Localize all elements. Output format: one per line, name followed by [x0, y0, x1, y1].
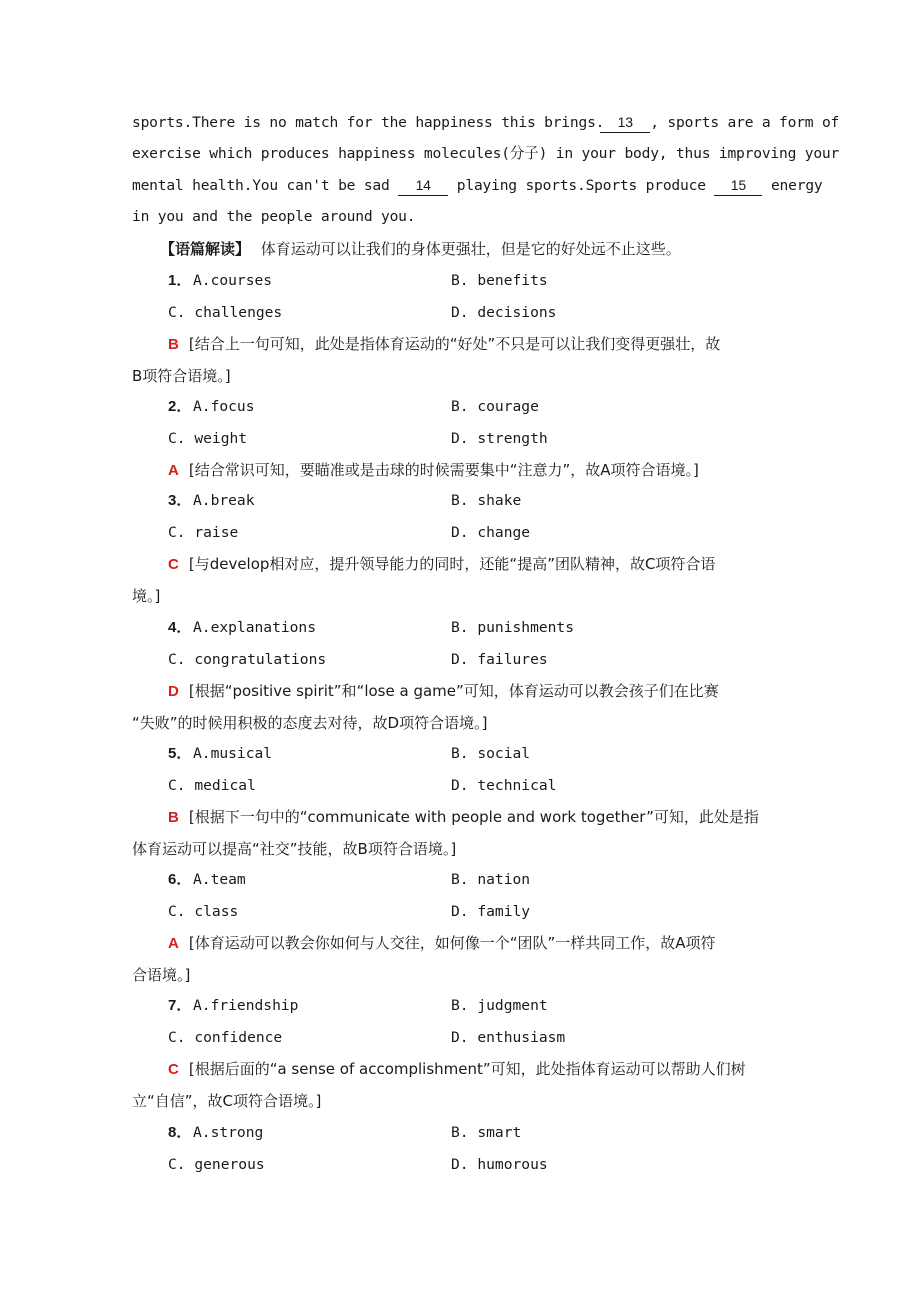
option-c: C. congratulations: [168, 650, 327, 668]
option-a: A.musical: [193, 745, 273, 762]
passage-text: , sports are a form of: [650, 114, 840, 131]
option-c: C. class: [168, 902, 239, 920]
explanation-text: [结合上一句可知，此处是指体育运动的“好处”不只是可以让我们变得更强壮，故: [188, 335, 721, 353]
option-b: B. nation: [451, 871, 531, 888]
answer-explanation: [168, 333, 720, 356]
option-d: D. change: [451, 523, 531, 541]
question-number: 1．: [168, 272, 192, 289]
passage-line-1: [132, 112, 839, 134]
explanation-continuation: 合语境。]: [132, 965, 191, 984]
answer-letter: A: [168, 935, 179, 952]
passage-text: mental health.You can't be sad: [132, 177, 390, 194]
explanation-text: [根据下一句中的“communicate with people and work together”可知，此处是指: [188, 808, 759, 826]
answer-letter: C: [168, 556, 179, 573]
question-number: 5．: [168, 745, 192, 762]
interpretation-label: 【语篇解读】: [160, 240, 251, 258]
option-c: C. raise: [168, 523, 239, 541]
question-number: 6．: [168, 871, 192, 888]
explanation-text: [根据“positive spirit”和“lose a game”可知，体育运动可以教会孩子们在比赛: [188, 682, 719, 700]
option-a: A.courses: [193, 272, 273, 289]
blank-13: 13: [600, 113, 650, 133]
option-a: A.team: [193, 871, 246, 888]
option-c: C. generous: [168, 1155, 265, 1173]
question-number: 2．: [168, 398, 192, 415]
option-b: B. punishments: [451, 619, 575, 636]
option-d: D. decisions: [451, 303, 557, 321]
passage-line-2: exercise which produces happiness molecules(分子) in your body, thus improving your: [132, 145, 840, 162]
explanation-text: [体育运动可以教会你如何与人交往，如何像一个“团队”一样共同工作，故A项符: [188, 934, 716, 952]
interpretation-text: 体育运动可以让我们的身体更强壮，但是它的好处远不止这些。: [260, 240, 681, 258]
option-d: D. technical: [451, 776, 557, 794]
option-d: D. humorous: [451, 1155, 548, 1173]
explanation-continuation: B项符合语境。]: [132, 366, 231, 385]
option-b: B. courage: [451, 398, 539, 415]
option-b: B. smart: [451, 1124, 522, 1141]
answer-letter: A: [168, 462, 179, 479]
answer-letter: D: [168, 683, 179, 700]
answer-explanation: [168, 553, 715, 576]
option-a: A.focus: [193, 398, 255, 415]
option-c: C. confidence: [168, 1028, 283, 1046]
option-a: A.break: [193, 492, 255, 509]
explanation-continuation: 立“自信”，故C项符合语境。]: [132, 1091, 322, 1110]
passage-line-4: in you and the people around you.: [132, 208, 416, 225]
explanation-text: [根据后面的“a sense of accomplishment”可知，此处指体育运动可以帮助人们树: [188, 1060, 746, 1078]
option-c: C. medical: [168, 776, 256, 794]
explanation-continuation: 境。]: [132, 586, 161, 605]
option-b: B. benefits: [451, 272, 548, 289]
answer-explanation: [168, 1058, 746, 1081]
question-number: 7．: [168, 997, 192, 1014]
passage-text: playing sports.Sports produce: [456, 177, 706, 194]
option-d: D. family: [451, 902, 531, 920]
question-number: 4．: [168, 619, 192, 636]
option-a: A.friendship: [193, 997, 299, 1014]
answer-letter: C: [168, 1061, 179, 1078]
option-d: D. failures: [451, 650, 548, 668]
answer-explanation: [168, 806, 759, 829]
option-b: B. judgment: [451, 997, 548, 1014]
passage-text: sports.There is no match for the happiness this brings.: [132, 114, 605, 131]
option-c: C. challenges: [168, 303, 283, 321]
option-b: B. social: [451, 745, 531, 762]
question-number: 3．: [168, 492, 192, 509]
blank-14: 14: [398, 176, 448, 196]
option-b: B. shake: [451, 492, 522, 509]
explanation-text: [与develop相对应，提升领导能力的同时，还能“提高”团队精神，故C项符合语: [188, 555, 716, 573]
blank-15: 15: [714, 176, 762, 196]
option-d: D. enthusiasm: [451, 1028, 566, 1046]
option-a: A.strong: [193, 1124, 264, 1141]
answer-explanation: [168, 680, 719, 703]
passage-line-3: [132, 175, 823, 197]
passage-interpretation: [160, 238, 681, 260]
passage-text: energy: [770, 177, 823, 194]
explanation-continuation: 体育运动可以提高“社交”技能，故B项符合语境。]: [132, 839, 457, 858]
option-c: C. weight: [168, 429, 248, 447]
answer-letter: B: [168, 809, 179, 826]
explanation-text: [结合常识可知，要瞄准或是击球的时候需要集中“注意力”，故A项符合语境。]: [188, 461, 699, 479]
question-number: 8．: [168, 1124, 192, 1141]
explanation-continuation: “失败”的时候用积极的态度去对待，故D项符合语境。]: [132, 713, 488, 732]
option-d: D. strength: [451, 429, 548, 447]
answer-letter: B: [168, 336, 179, 353]
option-a: A.explanations: [193, 619, 317, 636]
answer-explanation: [168, 932, 716, 955]
answer-explanation: [168, 459, 699, 482]
